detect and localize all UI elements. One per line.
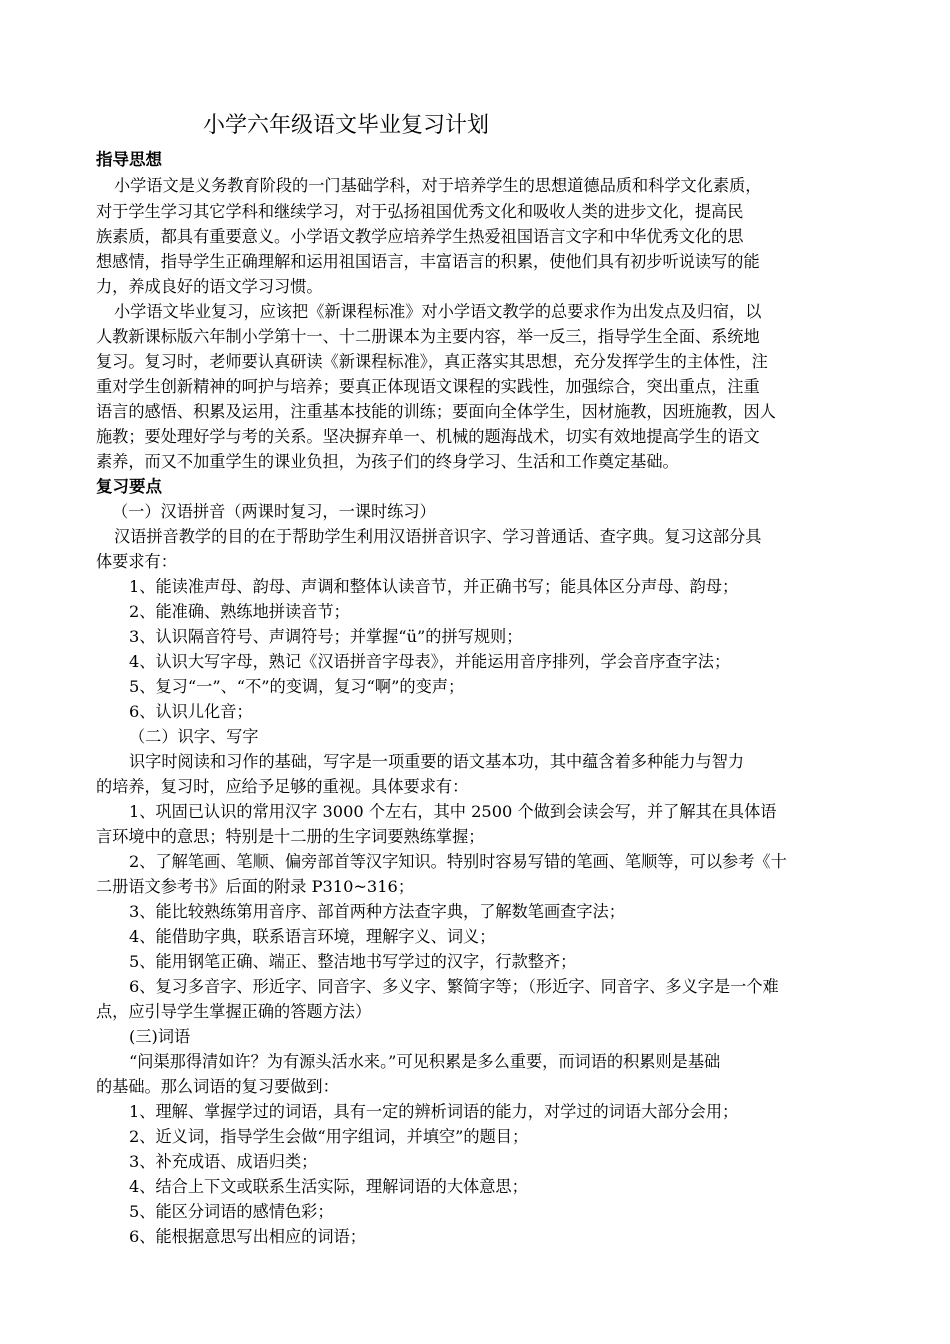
paragraph-line: 重对学生创新精神的呵护与培养；要真正体现语文课程的实践性，加强综合，突出重点，注重 [96, 377, 760, 396]
paragraph-line: 复习。复习时，老师要认真研读《新课程标准》，真正落实其思想，充分发挥学生的主体性，注 [96, 352, 768, 371]
list-item: 4、能借助字典，联系语言环境，理解字义、词义； [129, 927, 496, 946]
list-item: 3、认识隔音符号、声调符号；并掌握“ü”的拼写规则； [129, 627, 523, 646]
paragraph-line: 语言的感悟、积累及运用，注重基本技能的训练；要面向全体学生，因材施教，因班施教，因人 [96, 402, 776, 421]
paragraph-line: 体要求有： [96, 552, 177, 571]
section-title-characters: （二）识字、写字 [129, 727, 259, 746]
list-item: 1、巩固已认识的常用汉字 3000 个左右，其中 2500 个做到会读会写，并了解其在具体语 [129, 802, 777, 821]
list-item: 2、近义词，指导学生会做“用字组词，并填空”的题目； [129, 1127, 529, 1146]
paragraph-line: 对于学生学习其它学科和继续学习，对于弘扬祖国优秀文化和吸收人类的进步文化，提高民 [96, 202, 744, 221]
paragraph-line: 力，养成良好的语文学习习惯。 [96, 277, 323, 296]
paragraph-line: 汉语拼音教学的目的在于帮助学生利用汉语拼音识字、学习普通话、查字典。复习这部分具 [114, 527, 762, 546]
list-item: 5、能区分词语的感情色彩； [129, 1202, 334, 1221]
list-item: 4、认识大写字母，熟记《汉语拼音字母表》，并能运用音序排列，学会音序查字法； [129, 652, 731, 671]
list-item: 言环境中的意思；特别是十二册的生字词要熟练掌握； [96, 827, 485, 846]
heading-guiding-thought: 指导思想 [96, 150, 162, 169]
list-item: 4、结合上下文或联系生活实际，理解词语的大体意思； [129, 1177, 528, 1196]
paragraph-line: 素养，而又不加重学生的课业负担，为孩子们的终身学习、生活和工作奠定基础。 [96, 452, 679, 471]
paragraph-line: 的培养，复习时，应给予足够的重视。具体要求有： [96, 777, 469, 796]
list-item: 5、复习“一”、“不”的变调，复习“啊”的变声； [129, 677, 465, 696]
list-item: 2、能准确、熟练地拼读音节； [129, 602, 350, 621]
paragraph-line: 族素质，都具有重要意义。小学语文教学应培养学生热爱祖国语言文字和中华优秀文化的思 [96, 227, 744, 246]
paragraph-line: 的基础。那么词语的复习要做到： [96, 1077, 339, 1096]
list-item: 1、理解、掌握学过的词语，具有一定的辨析词语的能力，对学过的词语大部分会用； [129, 1102, 739, 1121]
paragraph-line: 施教；要处理好学与考的关系。坚决摒弃单一、机械的题海战术，切实有效地提高学生的语文 [96, 427, 760, 446]
list-item: 1、能读准声母、韵母、声调和整体认读音节，并正确书写；能具体区分声母、韵母； [129, 577, 739, 596]
list-item: 3、能比较熟练第用音序、部首两种方法查字典，了解数笔画查字法； [129, 902, 625, 921]
list-item: 3、补充成语、成语归类； [129, 1152, 318, 1171]
paragraph-line: 小学语文是义务教育阶段的一门基础学科，对于培养学生的思想道德品质和科学文化素质， [114, 176, 762, 195]
list-item: 2、了解笔画、笔顺、偏旁部首等汉字知识。特别时容易写错的笔画、笔顺等，可以参考《十 [129, 852, 787, 871]
list-item: 点，应引导学生掌握正确的答题方法） [96, 1002, 372, 1021]
document-title: 小学六年级语文毕业复习计划 [203, 113, 490, 138]
list-item: 6、能根据意思写出相应的词语； [129, 1227, 366, 1246]
list-item: 6、复习多音字、形近字、同音字、多义字、繁简字等；（形近字、同音字、多义字是一个难 [129, 977, 779, 996]
paragraph-line: 人教新课标版六年制小学第十一、十二册课本为主要内容，举一反三，指导学生全面、系统地 [96, 327, 760, 346]
paragraph-line: 小学语文毕业复习，应该把《新课程标准》对小学语文教学的总要求作为出发点及归宿，以 [114, 302, 762, 321]
list-item: 二册语文参考书》后面的附录 P310~316； [96, 877, 415, 896]
paragraph-line: 识字时阅读和习作的基础，写字是一项重要的语文基本功，其中蕴含着多种能力与智力 [129, 752, 745, 771]
section-title-vocabulary: (三)词语 [129, 1027, 191, 1046]
paragraph-line: “问渠那得清如许？为有源头活水来。”可见积累是多么重要，而词语的积累则是基础 [129, 1052, 721, 1071]
heading-review-points: 复习要点 [96, 477, 162, 496]
list-item: 6、认识儿化音； [129, 702, 253, 721]
list-item: 5、能用钢笔正确、端正、整洁地书写学过的汉字，行款整齐； [129, 952, 577, 971]
section-title-pinyin: （一）汉语拼音（两课时复习，一课时练习） [112, 502, 436, 521]
paragraph-line: 想感情，指导学生正确理解和运用祖国语言，丰富语言的积累，使他们具有初步听说读写的能 [96, 252, 760, 271]
